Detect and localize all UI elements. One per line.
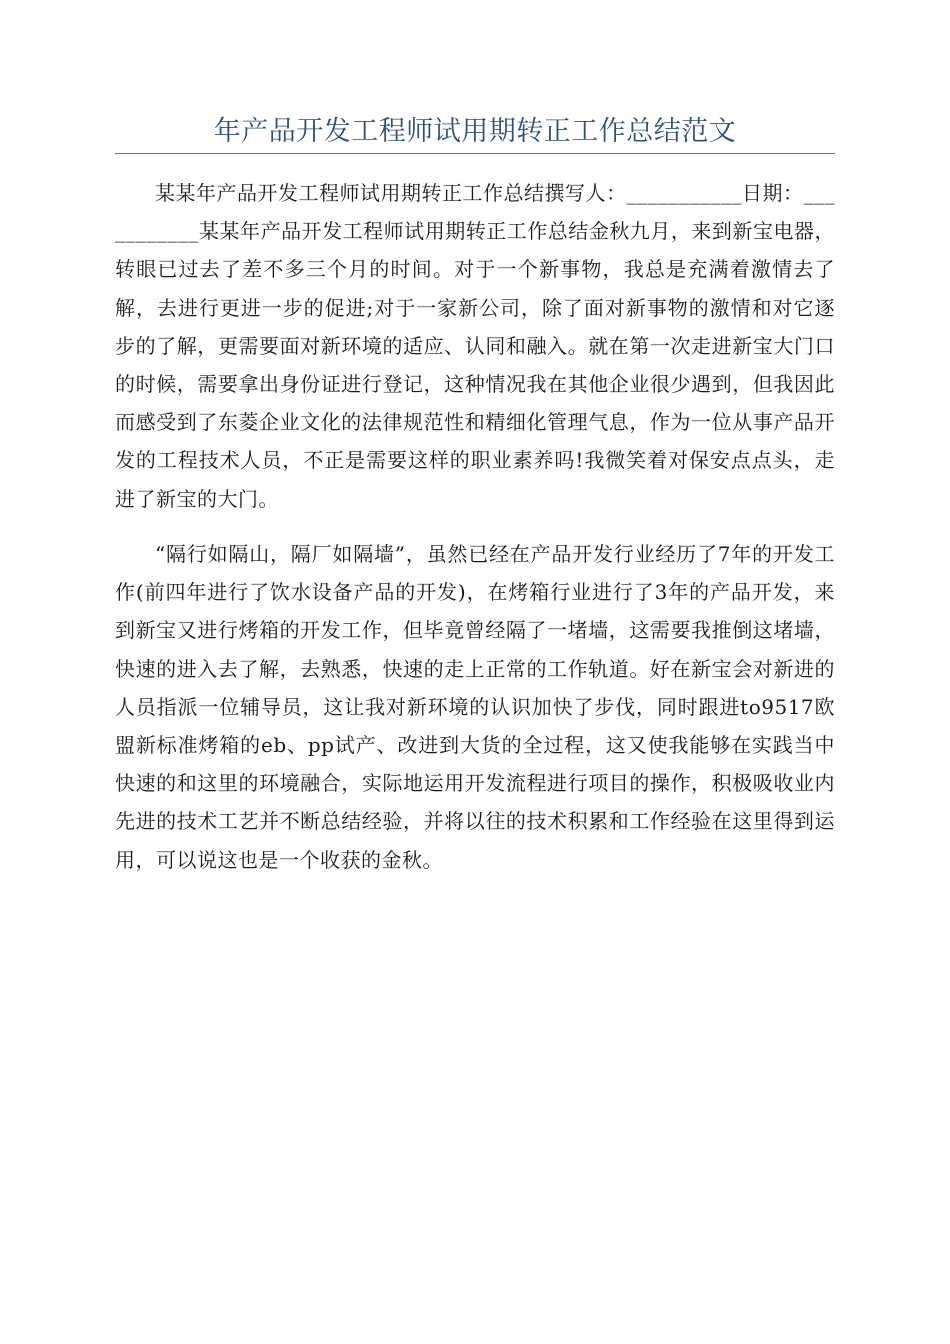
body-paragraph-1 bbox=[115, 174, 835, 518]
body-paragraph-2 bbox=[115, 535, 835, 879]
page-title: 年产品开发工程师试用期转正工作总结范文 bbox=[213, 116, 737, 147]
paragraph-text: “隔行如隔山，隔厂如隔墙”，虽然已经在产品开发行业经历了7年的开发工作(前四年进行了饮水设备产品的开发)，在烤箱行业进行了3年的产品开发，来到新宝又进行烤箱的开发工作，但毕竟曾经隔了一堵墙，这需要我推倒这堵墙，快速的进入去了解，去熟悉，快速的走上正常的工作轨道。好在新宝会对新进的人员指派一位辅导员，这让我对新环境的认识加快了步伐，同时跟进to9517欧盟新标准烤箱的eb、pp试产、改进到大货的全过程，这又使我能够在实践当中快速的和这里的环境融合，实际地运用开发流程进行项目的操作，积极吸收业内先进的技术工艺并不断总结经验，并将以往的技术积累和工作经验在这里得到运用，可以说这也是一个收获的金秋。 bbox=[115, 542, 835, 872]
paragraph-text: 某某年产品开发工程师试用期转正工作总结撰写人：___________日期：___________某某年产品开发工程师试用期转正工作总结金秋九月，来到新宝电器，转眼已过去了差不多三个月的时间。对于一个新事物，我总是充满着激情去了解，去进行更进一步的促进;对于一家新公司，除了面对新事物的激情和对它逐步的了解，更需要面对新环境的适应、认同和融入。就在第一次走进新宝大门口的时候，需要拿出身份证进行登记，这种情况我在其他企业很少遇到，但我因此而感受到了东菱企业文化的法律规范性和精细化管理气息，作为一位从事产品开发的工程技术人员，不正是需要这样的职业素养吗!我微笑着对保安点点头，走进了新宝的大门。 bbox=[115, 181, 835, 511]
title-underline bbox=[115, 153, 835, 154]
